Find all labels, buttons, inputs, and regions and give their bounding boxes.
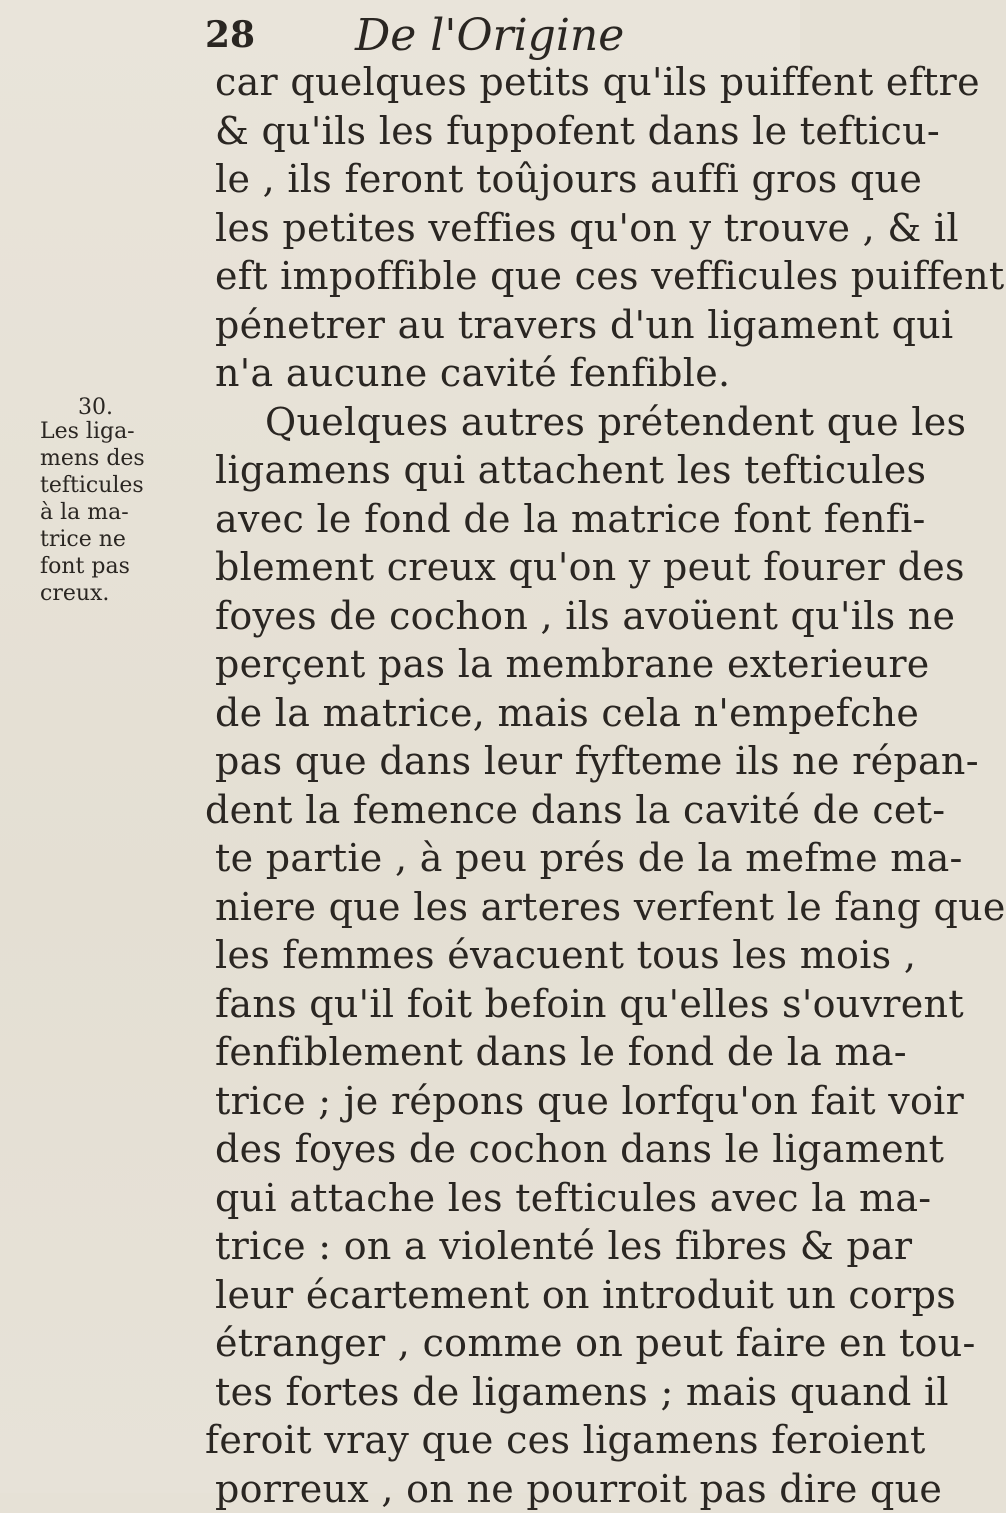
body-text: [215, 58, 800, 1513]
running-title: De l'Origine: [355, 10, 624, 61]
text-line: pénetrer au travers d'un ligament qui: [215, 301, 800, 350]
margin-note: [40, 418, 210, 607]
text-line: eft impoffible que ces vefficules puiffent: [215, 252, 800, 301]
text-line: avec le fond de la matrice font fenfi-: [215, 495, 800, 544]
margin-line: tefticules: [40, 472, 210, 499]
text-line: des foyes de cochon dans le ligament: [215, 1125, 800, 1174]
text-line: trice : on a violenté les fibres & par: [215, 1222, 800, 1271]
text-line: pas que dans leur fyfteme ils ne répan-: [215, 737, 800, 786]
margin-line: trice ne: [40, 526, 210, 553]
text-line: perçent pas la membrane exterieure: [215, 640, 800, 689]
text-line: le , ils feront toûjours auffi gros que: [215, 155, 800, 204]
section-number: 30.: [78, 395, 113, 420]
text-line: tes fortes de ligamens ; mais quand il: [215, 1368, 800, 1417]
margin-line: mens des: [40, 445, 210, 472]
margin-line: à la ma-: [40, 499, 210, 526]
text-line: trice ; je répons que lorfqu'on fait voir: [215, 1077, 800, 1126]
paragraph-start-line: Quelques autres prétendent que les: [215, 398, 800, 447]
text-line: porreux , on ne pourroit pas dire que: [215, 1465, 800, 1513]
text-line: fenfiblement dans le fond de la ma-: [215, 1028, 800, 1077]
text-line: leur écartement on introduit un corps: [215, 1271, 800, 1320]
text-line: foyes de cochon , ils avoüent qu'ils ne: [215, 592, 800, 641]
page-number: 28: [205, 14, 255, 56]
text-line: de la matrice, mais cela n'empefche: [215, 689, 800, 738]
text-line: fans qu'il foit befoin qu'elles s'ouvrent: [215, 980, 800, 1029]
margin-line: creux.: [40, 580, 210, 607]
text-line: étranger , comme on peut faire en tou-: [215, 1319, 800, 1368]
margin-line: Les liga-: [40, 418, 210, 445]
text-line: les femmes évacuent tous les mois ,: [215, 931, 800, 980]
text-line: blement creux qu'on y peut fourer des: [215, 543, 800, 592]
margin-line: font pas: [40, 553, 210, 580]
text-line: qui attache les tefticules avec la ma-: [215, 1174, 800, 1223]
text-line: n'a aucune cavité fenfible.: [215, 349, 800, 398]
text-line: les petites veffies qu'on y trouve , & il: [215, 204, 800, 253]
text-line: ligamens qui attachent les tefticules: [215, 446, 800, 495]
text-line: car quelques petits qu'ils puiffent eftre: [215, 58, 800, 107]
text-line: niere que les arteres verfent le fang que: [215, 883, 800, 932]
text-line: te partie , à peu prés de la mefme ma-: [215, 834, 800, 883]
text-line: dent la femence dans la cavité de cet-: [205, 786, 800, 835]
text-line: & qu'ils les fuppofent dans le tefticu-: [215, 107, 800, 156]
text-line: feroit vray que ces ligamens feroient: [205, 1416, 800, 1465]
